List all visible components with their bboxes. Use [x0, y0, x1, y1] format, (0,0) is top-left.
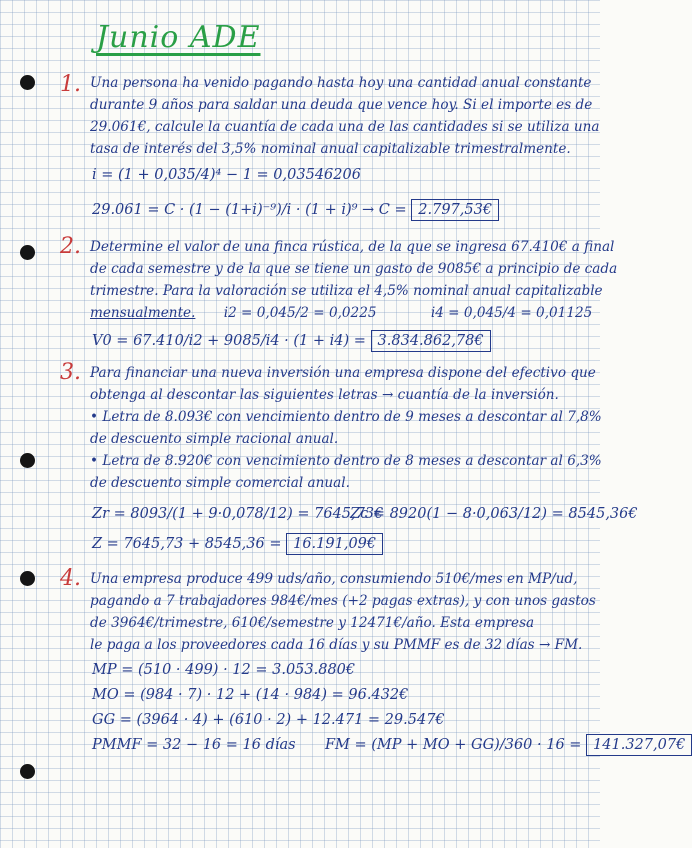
text-line: Una persona ha venido pagando hasta hoy una cantidad anual constante [90, 75, 592, 91]
work-text: Z = 7645,73 + 8545,36 = [92, 536, 282, 552]
work-text: V0 = 67.410/i2 + 9085/i4 · (1 + i4) = [92, 333, 366, 349]
text-line: le paga a los proveedores cada 16 días y su PMMF es de 32 días → FM. [90, 637, 583, 653]
problem-number: 3. [60, 360, 81, 385]
work-text: 29.061 = C · (1 − (1+i)⁻⁹)/i · (1 + i)⁹ → C = [92, 202, 407, 218]
text-line: Determine el valor de una finca rústica, de la que se ingresa 67.410€ a final [90, 239, 615, 255]
answer-box: 3.834.862,78€ [371, 330, 491, 352]
work-line [92, 330, 491, 352]
text-line: durante 9 años para saldar una deuda que vence hoy. Si el importe es de [90, 97, 593, 113]
text-line: de descuento simple racional anual. [90, 431, 339, 447]
problem-number: 1. [60, 72, 81, 97]
text-line: de cada semestre y de la que se tiene un gasto de 9085€ a principio de cada [90, 261, 618, 277]
answer-box: 16.191,09€ [286, 533, 383, 555]
text-line: obtenga al descontar las siguientes letras → cuantía de la inversión. [90, 387, 559, 403]
binder-hole [20, 75, 35, 90]
problem-text [90, 72, 600, 160]
text-line: • Letra de 8.093€ con vencimiento dentro de 9 meses a descontar al 7,8% [90, 409, 602, 425]
problem-text [90, 568, 596, 656]
binder-hole [20, 453, 35, 468]
text-line: trimestre. Para la valoración se utiliza el 4,5% nominal anual capitalizable [90, 283, 603, 299]
work-line [325, 734, 692, 756]
work-line [92, 533, 383, 555]
problem-text [90, 236, 617, 302]
text-line: Una empresa produce 499 uds/año, consumiendo 510€/mes en MP/ud, [90, 571, 578, 587]
binder-hole [20, 571, 35, 586]
answer-box: 141.327,07€ [586, 734, 692, 756]
binder-hole [20, 245, 35, 260]
text-line: • Letra de 8.920€ con vencimiento dentro de 8 meses a descontar al 6,3% [90, 453, 602, 469]
binder-hole [20, 764, 35, 779]
problem-number: 4. [60, 566, 81, 591]
work-text: FM = (MP + MO + GG)/360 · 16 = [325, 737, 582, 753]
text-line: pagando a 7 trabajadores 984€/mes (+2 pagas extras), y con unos gastos [90, 593, 596, 609]
work-text: i4 = 0,045/4 = 0,01125 [430, 305, 593, 321]
answer-box: 2.797,53€ [411, 199, 499, 221]
problem-text [90, 362, 602, 494]
text-line: 29.061€, calcule la cuantía de cada una de las cantidades si se utiliza una [90, 119, 600, 135]
page-title: Junio ADE [96, 20, 261, 55]
text-line: de 3964€/trimestre, 610€/semestre y 12471€/año. Esta empresa [90, 615, 535, 631]
text-line: de descuento simple comercial anual. [90, 475, 350, 491]
text-line: mensualmente. [90, 305, 196, 321]
work-line: PMMF = 32 − 16 = 16 días [92, 737, 296, 753]
work-line: MP = (510 · 499) · 12 = 3.053.880€ [92, 662, 356, 678]
text-line: tasa de interés del 3,5% nominal anual capitalizable trimestralmente. [90, 141, 571, 157]
work-line: i = (1 + 0,035/4)⁴ − 1 = 0,03546206 [92, 167, 361, 183]
text-line: Para financiar una nueva inversión una empresa dispone del efectivo que [90, 365, 596, 381]
work-text: i2 = 0,045/2 = 0,0225 [223, 305, 377, 321]
work-line [92, 199, 499, 221]
work-line [90, 302, 592, 324]
problem-number: 2. [60, 234, 81, 259]
work-line: Zc = 8920(1 − 8·0,063/12) = 8545,36€ [350, 506, 638, 522]
work-line: GG = (3964 · 4) + (610 · 2) + 12.471 = 29.547€ [92, 712, 445, 728]
work-line: Zr = 8093/(1 + 9·0,078/12) = 7645,73€ [92, 506, 384, 522]
work-line: MO = (984 · 7) · 12 + (14 · 984) = 96.432€ [92, 687, 409, 703]
